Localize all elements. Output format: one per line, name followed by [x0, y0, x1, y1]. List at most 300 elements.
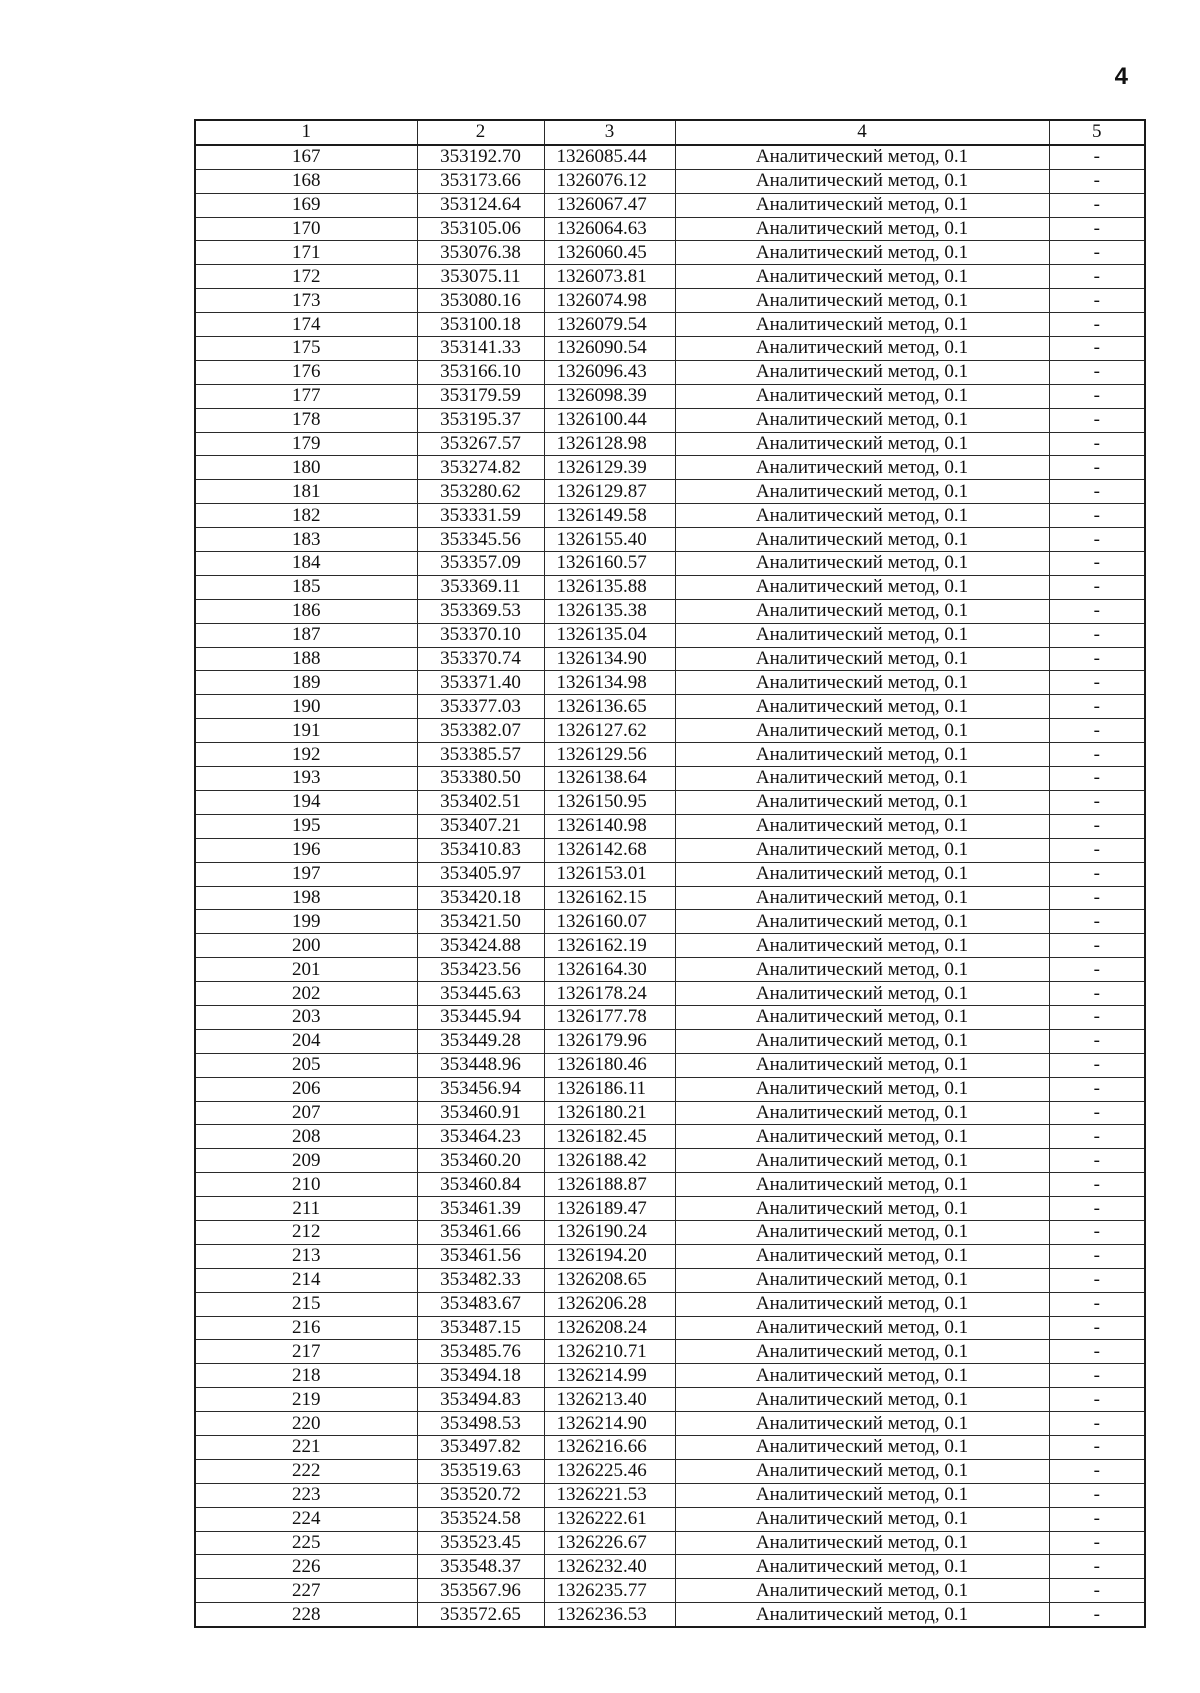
table-row	[195, 671, 1145, 695]
point-number-cell: 215	[195, 1292, 417, 1316]
method-cell: Аналитический метод, 0.1	[675, 1053, 1049, 1077]
note-cell: -	[1049, 217, 1145, 241]
method-cell: Аналитический метод, 0.1	[675, 1435, 1049, 1459]
method-cell: Аналитический метод, 0.1	[675, 1029, 1049, 1053]
point-number-cell: 213	[195, 1244, 417, 1268]
column-header-3: 3	[544, 120, 675, 145]
point-number-cell: 193	[195, 767, 417, 791]
x-coordinate-cell: 353380.50	[417, 767, 544, 791]
point-number-cell: 168	[195, 169, 417, 193]
x-coordinate-cell: 353369.53	[417, 599, 544, 623]
note-cell: -	[1049, 169, 1145, 193]
table-row	[195, 1507, 1145, 1531]
point-number-cell: 184	[195, 552, 417, 576]
method-cell: Аналитический метод, 0.1	[675, 767, 1049, 791]
x-coordinate-cell: 353407.21	[417, 814, 544, 838]
x-coordinate-cell: 353494.83	[417, 1388, 544, 1412]
x-coordinate-cell: 353460.20	[417, 1149, 544, 1173]
y-coordinate-cell: 1326221.53	[544, 1483, 675, 1507]
table-row	[195, 886, 1145, 910]
table-row	[195, 169, 1145, 193]
table-row	[195, 695, 1145, 719]
note-cell: -	[1049, 1077, 1145, 1101]
y-coordinate-cell: 1326128.98	[544, 432, 675, 456]
method-cell: Аналитический метод, 0.1	[675, 1579, 1049, 1603]
note-cell: -	[1049, 456, 1145, 480]
note-cell: -	[1049, 480, 1145, 504]
x-coordinate-cell: 353382.07	[417, 719, 544, 743]
point-number-cell: 172	[195, 265, 417, 289]
y-coordinate-cell: 1326214.99	[544, 1364, 675, 1388]
y-coordinate-cell: 1326186.11	[544, 1077, 675, 1101]
y-coordinate-cell: 1326214.90	[544, 1412, 675, 1436]
point-number-cell: 171	[195, 241, 417, 265]
table-row	[195, 217, 1145, 241]
x-coordinate-cell: 353461.56	[417, 1244, 544, 1268]
point-number-cell: 186	[195, 599, 417, 623]
method-cell: Аналитический метод, 0.1	[675, 719, 1049, 743]
method-cell: Аналитический метод, 0.1	[675, 1005, 1049, 1029]
x-coordinate-cell: 353456.94	[417, 1077, 544, 1101]
note-cell: -	[1049, 1268, 1145, 1292]
x-coordinate-cell: 353483.67	[417, 1292, 544, 1316]
point-number-cell: 182	[195, 504, 417, 528]
x-coordinate-cell: 353524.58	[417, 1507, 544, 1531]
x-coordinate-cell: 353405.97	[417, 862, 544, 886]
y-coordinate-cell: 1326225.46	[544, 1459, 675, 1483]
note-cell: -	[1049, 1029, 1145, 1053]
method-cell: Аналитический метод, 0.1	[675, 814, 1049, 838]
point-number-cell: 211	[195, 1197, 417, 1221]
x-coordinate-cell: 353485.76	[417, 1340, 544, 1364]
method-cell: Аналитический метод, 0.1	[675, 1316, 1049, 1340]
method-cell: Аналитический метод, 0.1	[675, 1077, 1049, 1101]
x-coordinate-cell: 353572.65	[417, 1603, 544, 1627]
table-row	[195, 982, 1145, 1006]
note-cell: -	[1049, 552, 1145, 576]
point-number-cell: 201	[195, 958, 417, 982]
column-header-5: 5	[1049, 120, 1145, 145]
table-row	[195, 1292, 1145, 1316]
x-coordinate-cell: 353424.88	[417, 934, 544, 958]
note-cell: -	[1049, 814, 1145, 838]
table-row	[195, 432, 1145, 456]
table-row	[195, 1173, 1145, 1197]
table-row	[195, 1268, 1145, 1292]
point-number-cell: 197	[195, 862, 417, 886]
table-row	[195, 1220, 1145, 1244]
table-row	[195, 1005, 1145, 1029]
note-cell: -	[1049, 1005, 1145, 1029]
note-cell: -	[1049, 1507, 1145, 1531]
y-coordinate-cell: 1326129.39	[544, 456, 675, 480]
x-coordinate-cell: 353548.37	[417, 1555, 544, 1579]
table-row	[195, 408, 1145, 432]
note-cell: -	[1049, 1149, 1145, 1173]
x-coordinate-cell: 353080.16	[417, 289, 544, 313]
method-cell: Аналитический метод, 0.1	[675, 337, 1049, 361]
x-coordinate-cell: 353371.40	[417, 671, 544, 695]
method-cell: Аналитический метод, 0.1	[675, 1125, 1049, 1149]
note-cell: -	[1049, 1197, 1145, 1221]
note-cell: -	[1049, 1388, 1145, 1412]
table-row	[195, 1077, 1145, 1101]
point-number-cell: 195	[195, 814, 417, 838]
y-coordinate-cell: 1326162.19	[544, 934, 675, 958]
point-number-cell: 192	[195, 743, 417, 767]
note-cell: -	[1049, 1340, 1145, 1364]
note-cell: -	[1049, 934, 1145, 958]
x-coordinate-cell: 353487.15	[417, 1316, 544, 1340]
note-cell: -	[1049, 719, 1145, 743]
point-number-cell: 198	[195, 886, 417, 910]
note-cell: -	[1049, 1292, 1145, 1316]
table-row	[195, 1244, 1145, 1268]
y-coordinate-cell: 1326235.77	[544, 1579, 675, 1603]
x-coordinate-cell: 353173.66	[417, 169, 544, 193]
note-cell: -	[1049, 623, 1145, 647]
method-cell: Аналитический метод, 0.1	[675, 1173, 1049, 1197]
method-cell: Аналитический метод, 0.1	[675, 862, 1049, 886]
x-coordinate-cell: 353369.11	[417, 575, 544, 599]
method-cell: Аналитический метод, 0.1	[675, 241, 1049, 265]
y-coordinate-cell: 1326226.67	[544, 1531, 675, 1555]
note-cell: -	[1049, 575, 1145, 599]
table-row	[195, 814, 1145, 838]
method-cell: Аналитический метод, 0.1	[675, 289, 1049, 313]
point-number-cell: 210	[195, 1173, 417, 1197]
table-row	[195, 1412, 1145, 1436]
note-cell: -	[1049, 886, 1145, 910]
table-row	[195, 647, 1145, 671]
point-number-cell: 173	[195, 289, 417, 313]
point-number-cell: 170	[195, 217, 417, 241]
point-number-cell: 216	[195, 1316, 417, 1340]
table-row	[195, 862, 1145, 886]
point-number-cell: 206	[195, 1077, 417, 1101]
x-coordinate-cell: 353482.33	[417, 1268, 544, 1292]
column-header-2: 2	[417, 120, 544, 145]
table-row	[195, 1459, 1145, 1483]
y-coordinate-cell: 1326140.98	[544, 814, 675, 838]
y-coordinate-cell: 1326188.87	[544, 1173, 675, 1197]
method-cell: Аналитический метод, 0.1	[675, 265, 1049, 289]
y-coordinate-cell: 1326127.62	[544, 719, 675, 743]
note-cell: -	[1049, 337, 1145, 361]
y-coordinate-cell: 1326138.64	[544, 767, 675, 791]
method-cell: Аналитический метод, 0.1	[675, 1459, 1049, 1483]
point-number-cell: 221	[195, 1435, 417, 1459]
table-row	[195, 575, 1145, 599]
x-coordinate-cell: 353420.18	[417, 886, 544, 910]
method-cell: Аналитический метод, 0.1	[675, 599, 1049, 623]
point-number-cell: 200	[195, 934, 417, 958]
y-coordinate-cell: 1326074.98	[544, 289, 675, 313]
point-number-cell: 212	[195, 1220, 417, 1244]
note-cell: -	[1049, 289, 1145, 313]
point-number-cell: 194	[195, 790, 417, 814]
x-coordinate-cell: 353280.62	[417, 480, 544, 504]
table-row	[195, 958, 1145, 982]
table-row	[195, 289, 1145, 313]
note-cell: -	[1049, 1412, 1145, 1436]
method-cell: Аналитический метод, 0.1	[675, 790, 1049, 814]
y-coordinate-cell: 1326149.58	[544, 504, 675, 528]
y-coordinate-cell: 1326079.54	[544, 313, 675, 337]
table-row	[195, 1364, 1145, 1388]
method-cell: Аналитический метод, 0.1	[675, 1364, 1049, 1388]
note-cell: -	[1049, 360, 1145, 384]
y-coordinate-cell: 1326129.56	[544, 743, 675, 767]
method-cell: Аналитический метод, 0.1	[675, 743, 1049, 767]
point-number-cell: 223	[195, 1483, 417, 1507]
x-coordinate-cell: 353075.11	[417, 265, 544, 289]
x-coordinate-cell: 353567.96	[417, 1579, 544, 1603]
y-coordinate-cell: 1326136.65	[544, 695, 675, 719]
point-number-cell: 209	[195, 1149, 417, 1173]
note-cell: -	[1049, 958, 1145, 982]
x-coordinate-cell: 353421.50	[417, 910, 544, 934]
page-number: 4	[1114, 63, 1128, 90]
point-number-cell: 181	[195, 480, 417, 504]
method-cell: Аналитический метод, 0.1	[675, 886, 1049, 910]
note-cell: -	[1049, 1579, 1145, 1603]
table-row	[195, 241, 1145, 265]
x-coordinate-cell: 353357.09	[417, 552, 544, 576]
x-coordinate-cell: 353179.59	[417, 384, 544, 408]
table-row	[195, 1029, 1145, 1053]
note-cell: -	[1049, 1125, 1145, 1149]
y-coordinate-cell: 1326188.42	[544, 1149, 675, 1173]
note-cell: -	[1049, 982, 1145, 1006]
note-cell: -	[1049, 528, 1145, 552]
y-coordinate-cell: 1326160.57	[544, 552, 675, 576]
note-cell: -	[1049, 1244, 1145, 1268]
point-number-cell: 185	[195, 575, 417, 599]
method-cell: Аналитический метод, 0.1	[675, 671, 1049, 695]
x-coordinate-cell: 353267.57	[417, 432, 544, 456]
y-coordinate-cell: 1326190.24	[544, 1220, 675, 1244]
table-row	[195, 1531, 1145, 1555]
method-cell: Аналитический метод, 0.1	[675, 1555, 1049, 1579]
table-row	[195, 1579, 1145, 1603]
method-cell: Аналитический метод, 0.1	[675, 313, 1049, 337]
method-cell: Аналитический метод, 0.1	[675, 1220, 1049, 1244]
table-row	[195, 1316, 1145, 1340]
table-row	[195, 1435, 1145, 1459]
point-number-cell: 190	[195, 695, 417, 719]
table-row	[195, 480, 1145, 504]
method-cell: Аналитический метод, 0.1	[675, 552, 1049, 576]
table-row	[195, 1388, 1145, 1412]
x-coordinate-cell: 353166.10	[417, 360, 544, 384]
method-cell: Аналитический метод, 0.1	[675, 480, 1049, 504]
point-number-cell: 178	[195, 408, 417, 432]
table-header-row	[195, 120, 1145, 145]
point-number-cell: 228	[195, 1603, 417, 1627]
method-cell: Аналитический метод, 0.1	[675, 217, 1049, 241]
x-coordinate-cell: 353520.72	[417, 1483, 544, 1507]
y-coordinate-cell: 1326067.47	[544, 193, 675, 217]
point-number-cell: 189	[195, 671, 417, 695]
note-cell: -	[1049, 1435, 1145, 1459]
point-number-cell: 175	[195, 337, 417, 361]
x-coordinate-cell: 353461.66	[417, 1220, 544, 1244]
point-number-cell: 207	[195, 1101, 417, 1125]
note-cell: -	[1049, 193, 1145, 217]
method-cell: Аналитический метод, 0.1	[675, 647, 1049, 671]
x-coordinate-cell: 353141.33	[417, 337, 544, 361]
note-cell: -	[1049, 767, 1145, 791]
method-cell: Аналитический метод, 0.1	[675, 145, 1049, 169]
x-coordinate-cell: 353331.59	[417, 504, 544, 528]
note-cell: -	[1049, 504, 1145, 528]
method-cell: Аналитический метод, 0.1	[675, 1388, 1049, 1412]
y-coordinate-cell: 1326134.90	[544, 647, 675, 671]
y-coordinate-cell: 1326182.45	[544, 1125, 675, 1149]
point-number-cell: 187	[195, 623, 417, 647]
method-cell: Аналитический метод, 0.1	[675, 528, 1049, 552]
point-number-cell: 196	[195, 838, 417, 862]
y-coordinate-cell: 1326142.68	[544, 838, 675, 862]
table-row	[195, 1125, 1145, 1149]
table-row	[195, 1101, 1145, 1125]
note-cell: -	[1049, 241, 1145, 265]
x-coordinate-cell: 353445.94	[417, 1005, 544, 1029]
table-row	[195, 743, 1145, 767]
point-number-cell: 179	[195, 432, 417, 456]
table-row	[195, 838, 1145, 862]
method-cell: Аналитический метод, 0.1	[675, 1603, 1049, 1627]
point-number-cell: 219	[195, 1388, 417, 1412]
table-row	[195, 528, 1145, 552]
y-coordinate-cell: 1326213.40	[544, 1388, 675, 1412]
note-cell: -	[1049, 910, 1145, 934]
y-coordinate-cell: 1326189.47	[544, 1197, 675, 1221]
point-number-cell: 169	[195, 193, 417, 217]
y-coordinate-cell: 1326150.95	[544, 790, 675, 814]
y-coordinate-cell: 1326232.40	[544, 1555, 675, 1579]
y-coordinate-cell: 1326085.44	[544, 145, 675, 169]
method-cell: Аналитический метод, 0.1	[675, 408, 1049, 432]
table-row	[195, 1053, 1145, 1077]
y-coordinate-cell: 1326090.54	[544, 337, 675, 361]
point-number-cell: 180	[195, 456, 417, 480]
y-coordinate-cell: 1326180.46	[544, 1053, 675, 1077]
note-cell: -	[1049, 671, 1145, 695]
method-cell: Аналитический метод, 0.1	[675, 456, 1049, 480]
y-coordinate-cell: 1326060.45	[544, 241, 675, 265]
method-cell: Аналитический метод, 0.1	[675, 1531, 1049, 1555]
method-cell: Аналитический метод, 0.1	[675, 982, 1049, 1006]
note-cell: -	[1049, 790, 1145, 814]
table-row	[195, 265, 1145, 289]
note-cell: -	[1049, 1555, 1145, 1579]
point-number-cell: 199	[195, 910, 417, 934]
table-row	[195, 360, 1145, 384]
method-cell: Аналитический метод, 0.1	[675, 384, 1049, 408]
x-coordinate-cell: 353423.56	[417, 958, 544, 982]
x-coordinate-cell: 353100.18	[417, 313, 544, 337]
table-row	[195, 934, 1145, 958]
point-number-cell: 167	[195, 145, 417, 169]
point-number-cell: 226	[195, 1555, 417, 1579]
y-coordinate-cell: 1326073.81	[544, 265, 675, 289]
point-number-cell: 176	[195, 360, 417, 384]
method-cell: Аналитический метод, 0.1	[675, 1507, 1049, 1531]
method-cell: Аналитический метод, 0.1	[675, 695, 1049, 719]
x-coordinate-cell: 353385.57	[417, 743, 544, 767]
table-row	[195, 1340, 1145, 1364]
table-row	[195, 910, 1145, 934]
point-number-cell: 225	[195, 1531, 417, 1555]
method-cell: Аналитический метод, 0.1	[675, 504, 1049, 528]
point-number-cell: 214	[195, 1268, 417, 1292]
x-coordinate-cell: 353410.83	[417, 838, 544, 862]
note-cell: -	[1049, 1053, 1145, 1077]
point-number-cell: 183	[195, 528, 417, 552]
x-coordinate-cell: 353105.06	[417, 217, 544, 241]
table-row	[195, 767, 1145, 791]
y-coordinate-cell: 1326222.61	[544, 1507, 675, 1531]
y-coordinate-cell: 1326100.44	[544, 408, 675, 432]
x-coordinate-cell: 353370.74	[417, 647, 544, 671]
method-cell: Аналитический метод, 0.1	[675, 360, 1049, 384]
y-coordinate-cell: 1326178.24	[544, 982, 675, 1006]
x-coordinate-cell: 353497.82	[417, 1435, 544, 1459]
table-row	[195, 1149, 1145, 1173]
x-coordinate-cell: 353449.28	[417, 1029, 544, 1053]
x-coordinate-cell: 353377.03	[417, 695, 544, 719]
note-cell: -	[1049, 145, 1145, 169]
y-coordinate-cell: 1326135.38	[544, 599, 675, 623]
x-coordinate-cell: 353445.63	[417, 982, 544, 1006]
table-row	[195, 599, 1145, 623]
point-number-cell: 202	[195, 982, 417, 1006]
note-cell: -	[1049, 384, 1145, 408]
y-coordinate-cell: 1326155.40	[544, 528, 675, 552]
note-cell: -	[1049, 1531, 1145, 1555]
note-cell: -	[1049, 1459, 1145, 1483]
method-cell: Аналитический метод, 0.1	[675, 1483, 1049, 1507]
note-cell: -	[1049, 1220, 1145, 1244]
point-number-cell: 203	[195, 1005, 417, 1029]
method-cell: Аналитический метод, 0.1	[675, 1149, 1049, 1173]
table-row	[195, 145, 1145, 169]
column-header-1: 1	[195, 120, 417, 145]
y-coordinate-cell: 1326064.63	[544, 217, 675, 241]
point-number-cell: 205	[195, 1053, 417, 1077]
note-cell: -	[1049, 647, 1145, 671]
note-cell: -	[1049, 1101, 1145, 1125]
note-cell: -	[1049, 862, 1145, 886]
y-coordinate-cell: 1326208.24	[544, 1316, 675, 1340]
x-coordinate-cell: 353370.10	[417, 623, 544, 647]
note-cell: -	[1049, 1364, 1145, 1388]
point-number-cell: 174	[195, 313, 417, 337]
y-coordinate-cell: 1326098.39	[544, 384, 675, 408]
y-coordinate-cell: 1326164.30	[544, 958, 675, 982]
point-number-cell: 177	[195, 384, 417, 408]
note-cell: -	[1049, 743, 1145, 767]
y-coordinate-cell: 1326076.12	[544, 169, 675, 193]
method-cell: Аналитический метод, 0.1	[675, 1244, 1049, 1268]
table-row	[195, 384, 1145, 408]
method-cell: Аналитический метод, 0.1	[675, 193, 1049, 217]
point-number-cell: 191	[195, 719, 417, 743]
coordinates-table-container	[194, 119, 1144, 1628]
x-coordinate-cell: 353274.82	[417, 456, 544, 480]
